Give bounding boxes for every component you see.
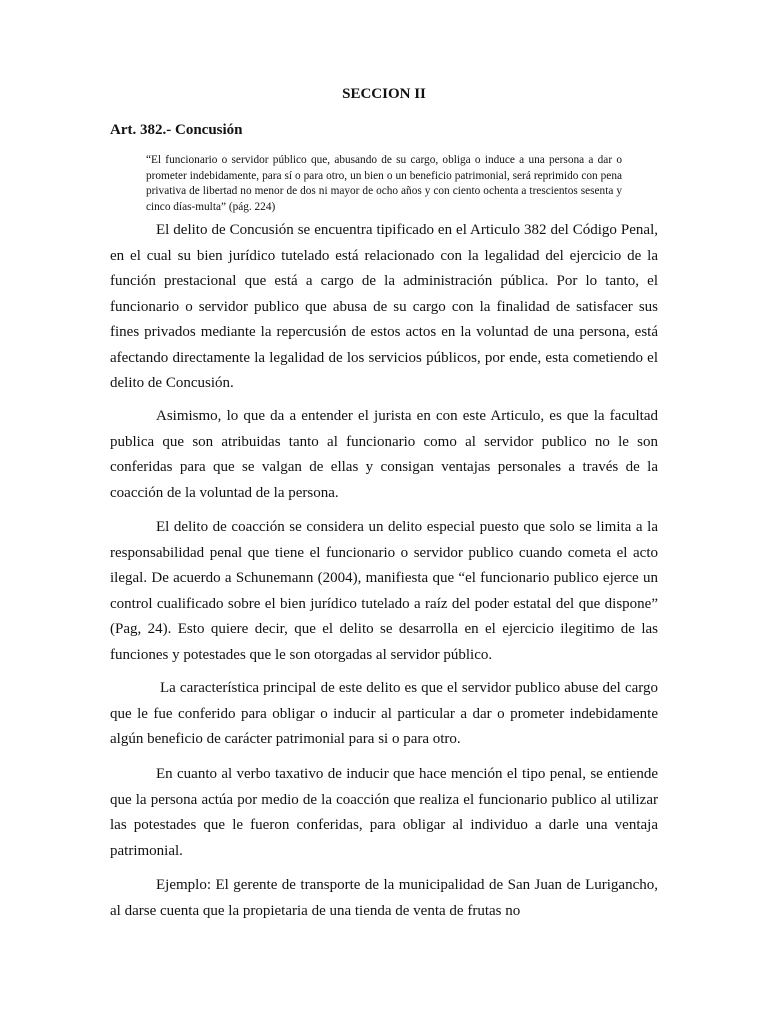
paragraph: El delito de Concusión se encuentra tipificado en el Articulo 382 del Código Penal, en el cual su bien jurídico tutelado está relacionado con la legalidad del ejercicio de la función prestacional que está a cargo de la administración pública. Por lo tanto, el funcionario o servidor publico que abusa de su cargo con la finalidad de satisfacer sus fines privados mediante la repercusión de estos actos en la voluntad de una persona, está afectando directamente la legalidad de los servicios públicos, por ende, esta cometiendo el delito de Concusión. [110,222,658,391]
paragraph: Asimismo, lo que da a entender el jurista en con este Articulo, es que la facultad publica que son atribuidas tanto al funcionario como al servidor publico no le son conferidas para que se valgan de ellas y consigan ventajas personales a través de la coacción de la voluntad de la persona. [110,408,658,501]
legal-quote: “El funcionario o servidor público que, abusando de su cargo, obliga o induce a una persona a dar o prometer indebidamente, para sí o para otro, un bien o un beneficio patrimonial, será reprimido con pena privativa de libertad no menor de dos ni mayor de ocho años y con ciento ochenta a trescientos sesenta y cinco días-multa” (pág. 224) [146,154,622,213]
paragraph: La característica principal de este delito es que el servidor publico abuse del cargo que le fue conferido para obligar o inducir al particular a dar o prometer indebidamente algún beneficio de carácter patrimonial para si o para otro. [110,680,658,747]
article-title: Art. 382.- Concusión [110,122,243,138]
paragraph: El delito de coacción se considera un delito especial puesto que solo se limita a la responsabilidad penal que tiene el funcionario o servidor publico cuando cometa el acto ilegal. De acuerdo a Schunemann (2004), manifiesta que “el funcionario publico ejerce un control cualificado sobre el bien jurídico tutelado a raíz del poder estatal del que dispone” (Pag, 24). Esto quiere decir, que el delito se desarrolla en el ejercicio ilegitimo de las funciones y potestades que le son otorgadas al servidor público. [110,519,658,663]
section-title: SECCION II [342,86,426,102]
paragraph: En cuanto al verbo taxativo de inducir que hace mención el tipo penal, se entiende que la persona actúa por medio de la coacción que realiza el funcionario publico al utilizar las potestades que le fueron conferidas, para obligar al individuo a darle una ventaja patrimonial. [110,766,658,859]
paragraph: Ejemplo: El gerente de transporte de la municipalidad de San Juan de Lurigancho, al darse cuenta que la propietaria de una tienda de venta de frutas no [110,877,658,919]
